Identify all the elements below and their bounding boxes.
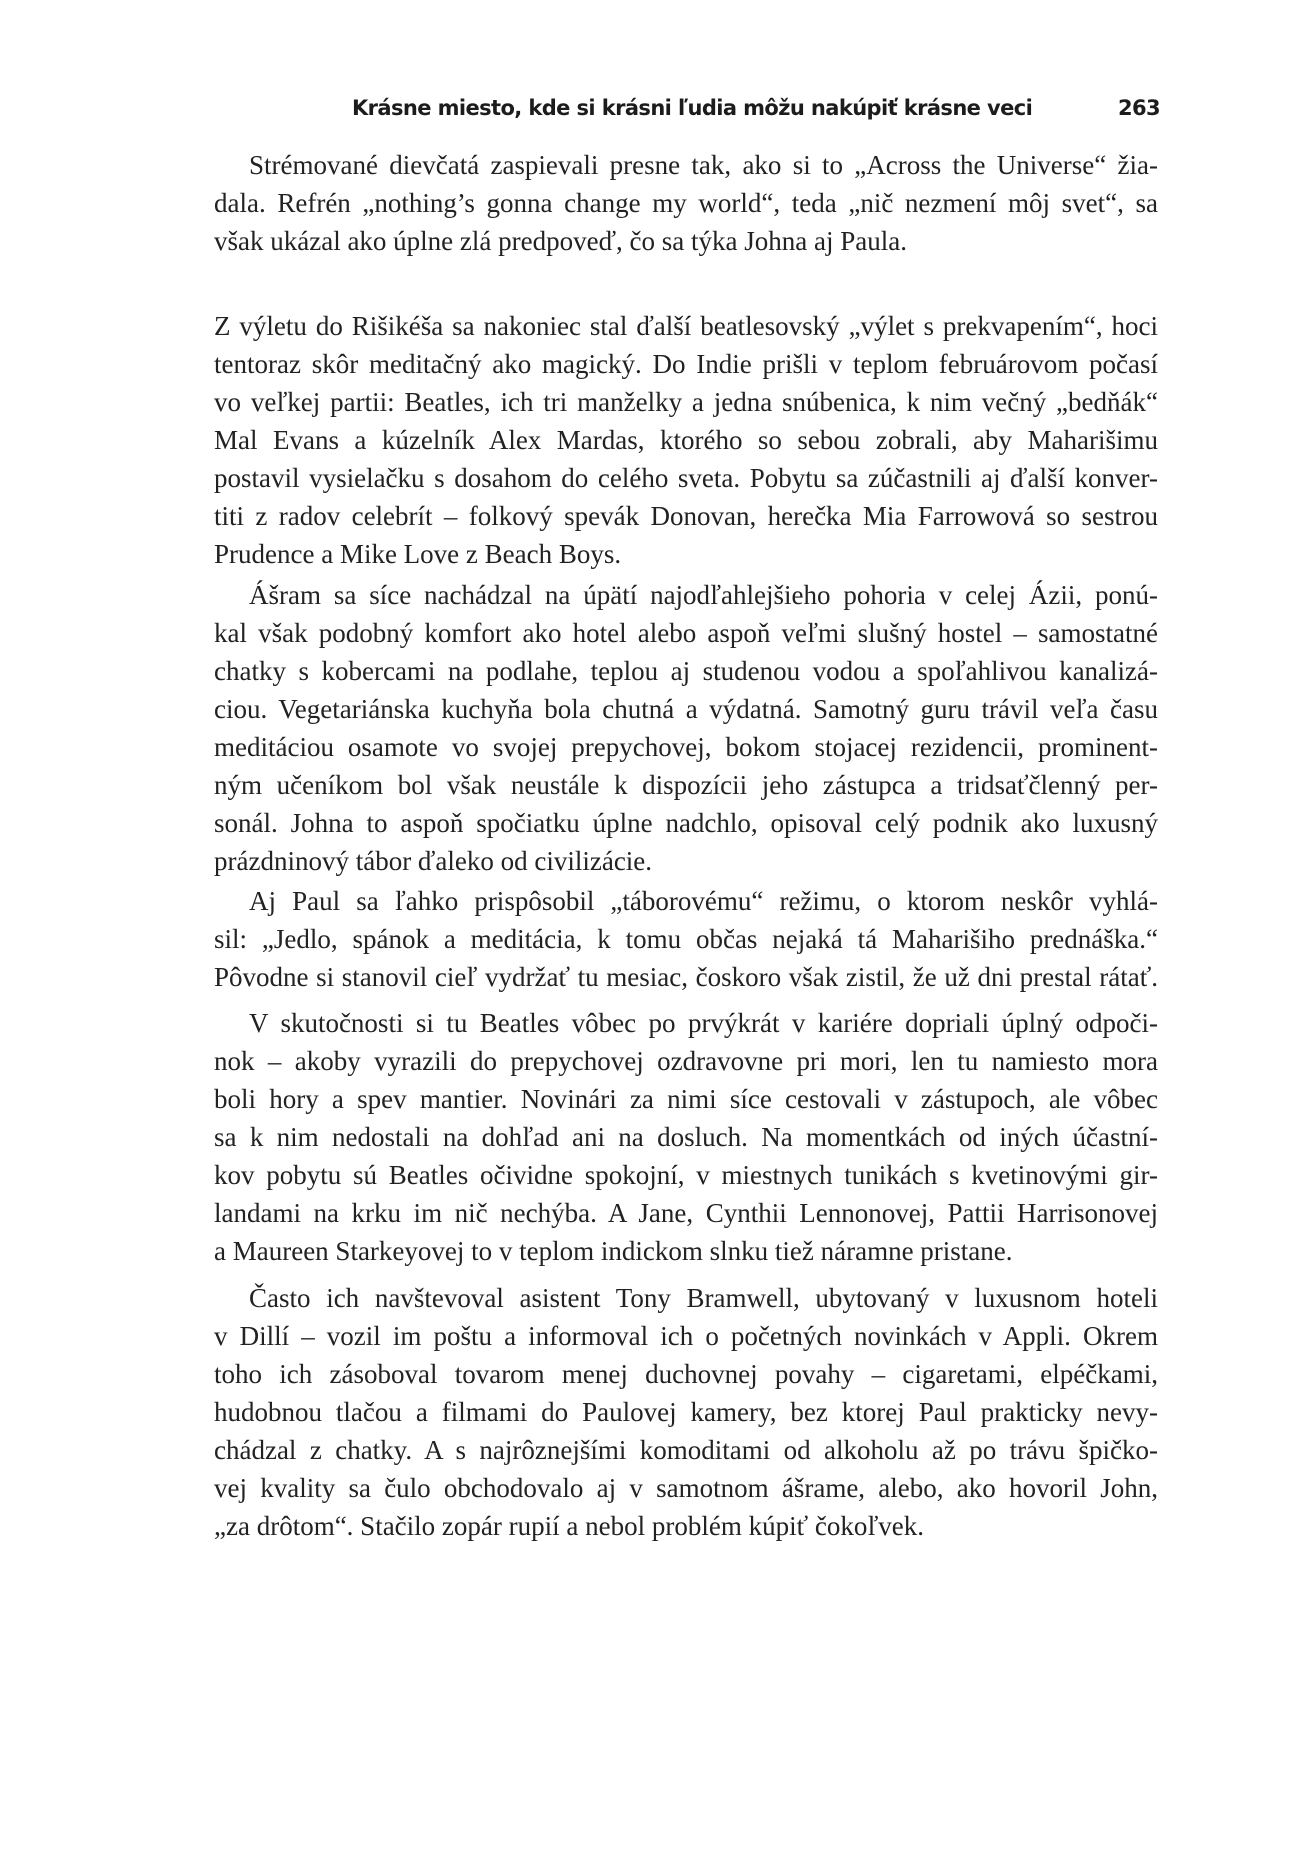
text-line: vej kvality sa čulo obchodovalo aj v samotnom ášrame, alebo, ako hovoril John,: [214, 1473, 1158, 1503]
text-line: sa k nim nedostali na dohľad ani na dosluch. Na momentkách od iných účastní-: [214, 1122, 1158, 1152]
text-line: meditáciou osamote vo svojej prepychovej, bokom stojacej rezidencii, prominent-: [214, 732, 1158, 762]
text-line: hudobnou tlačou a filmami do Paulovej kamery, bez ktorej Paul prakticky nevy-: [214, 1397, 1158, 1427]
text-line: chatky s kobercami na podlahe, teplou aj studenou vodou a spoľahlivou kanalizá-: [214, 656, 1158, 686]
text-line: ným učeníkom bol však neustále k dispozícii jeho zástupca a tridsaťčlenný per-: [214, 770, 1158, 800]
text-line: boli hory a spev mantier. Novinári za nimi síce cestovali v zástupoch, ale vôbec: [214, 1084, 1158, 1114]
text-line: landami na krku im nič nechýba. A Jane, Cynthii Lennonovej, Pattii Harrisonovej: [214, 1198, 1158, 1228]
text-line: vo veľkej partii: Beatles, ich tri manželky a jedna snúbenica, k nim večný „bedňák“: [214, 387, 1158, 417]
text-line: kal však podobný komfort ako hotel alebo aspoň veľmi slušný hostel – samostatné: [214, 618, 1158, 648]
text-line: v Dillí – vozil im poštu a informoval ich o početných novinkách v Appli. Okrem: [214, 1321, 1158, 1351]
page-number: 263: [1117, 96, 1160, 120]
text-line: Často ich navštevoval asistent Tony Bramwell, ubytovaný v luxusnom hoteli: [249, 1283, 1158, 1313]
text-line: „za drôtom“. Stačilo zopár rupií a nebol problém kúpiť čokoľvek.: [214, 1511, 925, 1541]
running-title: Krásne miesto, kde si krásni ľudia môžu nakúpiť krásne veci: [352, 96, 1033, 120]
text-line: Strémované dievčatá zaspievali presne tak, ako si to „Across the Universe“ žia-: [249, 150, 1158, 180]
text-line: Pôvodne si stanovil cieľ vydržať tu mesiac, čoskoro však zistil, že už dni prestal rátať.: [214, 962, 1158, 992]
text-line: Prudence a Mike Love z Beach Boys.: [214, 539, 622, 569]
text-line: titi z radov celebrít – folkový spevák Donovan, herečka Mia Farrowová so sestrou: [214, 501, 1158, 531]
text-line: Ášram sa síce nachádzal na úpätí najodľahlejšieho pohoria v celej Ázii, ponú-: [249, 580, 1158, 610]
text-line: a Maureen Starkeyovej to v teplom indickom slnku tiež náramne pristane.: [214, 1236, 1013, 1266]
text-line: V skutočnosti si tu Beatles vôbec po prvýkrát v kariére dopriali úplný odpoči-: [249, 1008, 1158, 1038]
text-line: chádzal z chatky. A s najrôznejšími komoditami od alkoholu až po trávu špičko-: [214, 1435, 1158, 1465]
text-line: však ukázal ako úplne zlá predpoveď, čo sa týka Johna aj Paula.: [214, 226, 907, 256]
text-line: Z výletu do Rišikéša sa nakoniec stal ďalší beatlesovský „výlet s prekvapením“, hoci: [214, 311, 1158, 341]
text-line: nok – akoby vyrazili do prepychovej ozdravovne pri mori, len tu namiesto mora: [214, 1046, 1158, 1076]
text-line: toho ich zásoboval tovarom menej duchovnej povahy – cigaretami, elpéčkami,: [214, 1359, 1158, 1389]
text-line: Aj Paul sa ľahko prispôsobil „táborovému“ režimu, o ktorom neskôr vyhlá-: [249, 886, 1158, 916]
text-line: sonál. Johna to aspoň spočiatku úplne nadchlo, opisoval celý podnik ako luxusný: [214, 808, 1158, 838]
text-line: dala. Refrén „nothing’s gonna change my world“, teda „nič nezmení môj svet“, sa: [214, 188, 1158, 218]
text-line: sil: „Jedlo, spánok a meditácia, k tomu občas nejaká tá Maharišiho prednáška.“: [214, 924, 1158, 954]
text-line: postavil vysielačku s dosahom do celého sveta. Pobytu sa zúčastnili aj ďalší konver-: [214, 463, 1158, 493]
text-line: kov pobytu sú Beatles očividne spokojní, v miestnych tunikách s kvetinovými gir-: [214, 1160, 1158, 1190]
text-line: prázdninový tábor ďaleko od civilizácie.: [214, 846, 653, 876]
text-line: Mal Evans a kúzelník Alex Mardas, ktorého so sebou zobrali, aby Maharišimu: [214, 425, 1158, 455]
text-line: tentoraz skôr meditačný ako magický. Do Indie prišli v teplom februárovom počasí: [214, 349, 1158, 379]
running-header: [352, 92, 1160, 128]
text-line: ciou. Vegetariánska kuchyňa bola chutná a výdatná. Samotný guru trávil veľa času: [214, 694, 1158, 724]
